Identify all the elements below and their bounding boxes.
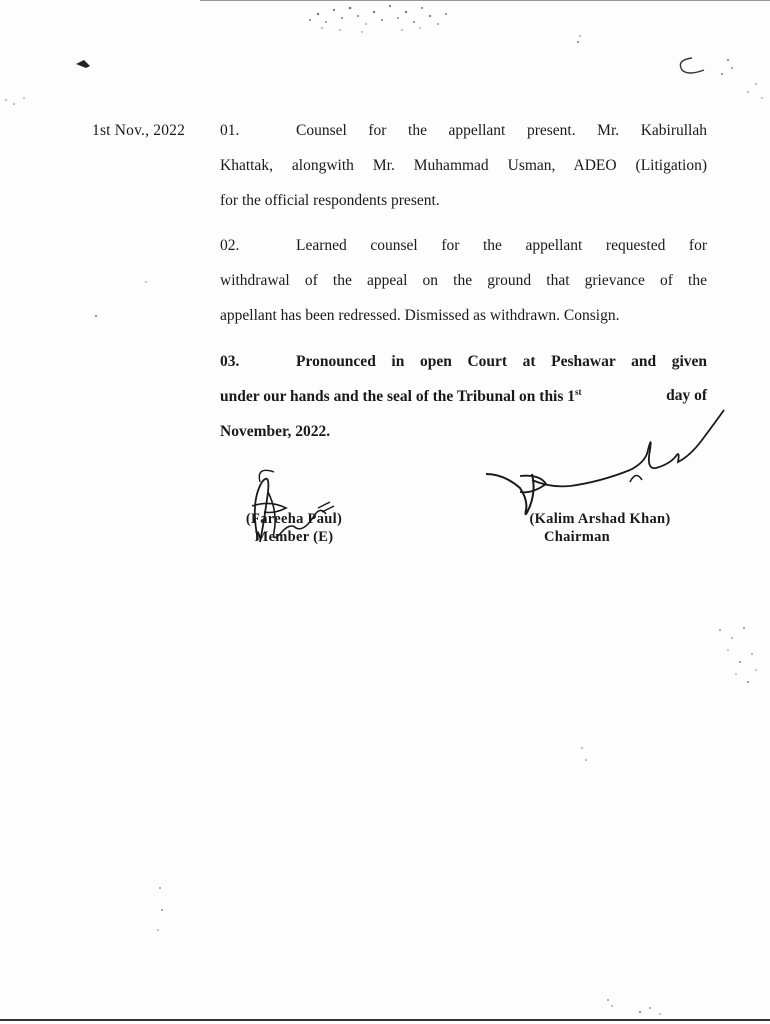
- scan-bottom-edge: [0, 1019, 770, 1021]
- paragraph-03-line-2-main: [220, 387, 582, 406]
- paragraph-03-line-2-tail: day of: [662, 387, 707, 404]
- ordinal-suffix: st: [575, 387, 582, 397]
- paragraph-03-line-3: November, 2022.: [220, 423, 331, 440]
- paragraph-03-line-2-text: under our hands and the seal of the Tribunal on this 1: [220, 388, 576, 406]
- paragraph-01-number: 01.: [220, 122, 240, 139]
- scan-noise-right: [700, 610, 770, 730]
- paragraph-02-line-2: withdrawal of the appeal on the ground that grievance of the: [220, 272, 707, 289]
- signatory-member-name: (Fareeha Paul): [245, 511, 343, 527]
- signatory-chairman-designation: Chairman: [544, 529, 611, 545]
- paragraph-02-number: 02.: [220, 237, 240, 254]
- paragraph-01-line-3: for the official respondents present.: [220, 192, 440, 209]
- signatory-member-designation: Member (E): [254, 529, 334, 545]
- scan-noise-top: [0, 0, 770, 110]
- signatory-member: [224, 511, 364, 546]
- signatory-chairman: [508, 511, 692, 546]
- paragraph-03-number: 03.: [220, 353, 240, 370]
- paragraph-03-line-2: [220, 387, 707, 406]
- paragraph-02-line-1: Learned counsel for the appellant requested for: [296, 237, 707, 254]
- paragraph-01-line-1-text: Counsel for the appellant present. Mr. Kabirullah: [296, 122, 707, 139]
- paragraph-01-line-2: Khattak, alongwith Mr. Muhammad Usman, ADEO (Litigation): [220, 157, 707, 174]
- signatory-chairman-name: (Kalim Arshad Khan): [529, 511, 671, 527]
- paragraph-02-line-3: appellant has been redressed. Dismissed as withdrawn. Consign.: [220, 307, 620, 324]
- order-date: 1st Nov., 2022: [92, 122, 186, 139]
- scan-top-edge: [200, 0, 770, 1]
- paragraph-03-line-1: Pronounced in open Court at Peshawar and given: [296, 353, 707, 370]
